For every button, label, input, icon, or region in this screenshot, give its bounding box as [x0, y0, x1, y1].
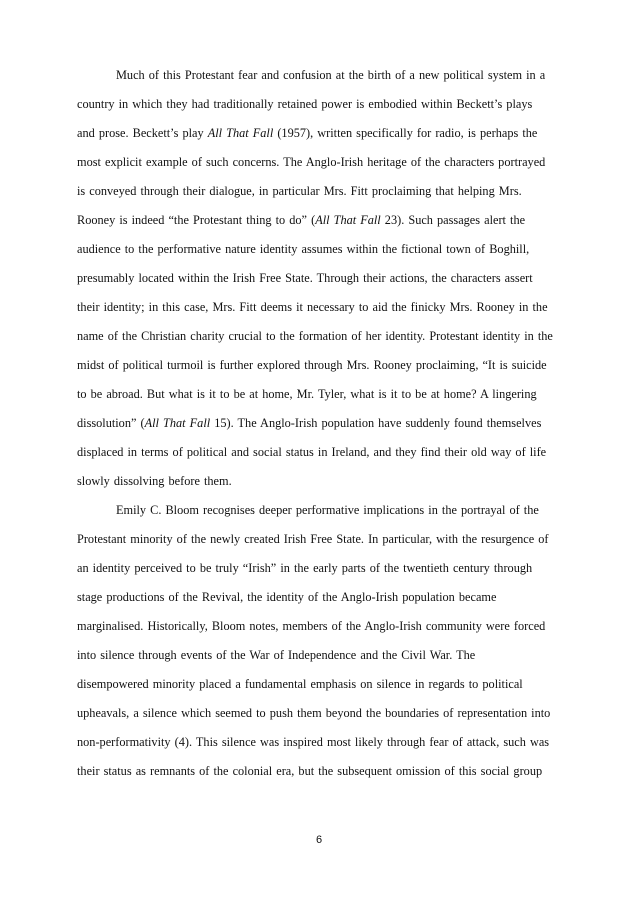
text-segment: slowly dissolving before them. [77, 474, 232, 488]
text-segment: midst of political turmoil is further explored through Mrs. Rooney proclaiming, “It is suicide [77, 358, 547, 372]
text-line [77, 757, 551, 786]
text-line [77, 670, 551, 699]
italic-title: All That Fall [315, 213, 381, 227]
text-line [77, 148, 551, 177]
paragraph [77, 61, 551, 496]
italic-title: All That Fall [207, 126, 274, 140]
text-segment: their status as remnants of the colonial era, but the subsequent omission of this social group [77, 764, 543, 778]
text-line [77, 525, 551, 554]
text-line [77, 119, 551, 148]
text-line [77, 728, 551, 757]
text-segment: country in which they had traditionally retained power is embodied within Beckett’s plays [77, 97, 533, 111]
text-line [77, 496, 551, 525]
text-segment: (1957), written specifically for radio, is perhaps the [273, 126, 538, 140]
text-segment: disempowered minority placed a fundamental emphasis on silence in regards to political [77, 677, 523, 691]
text-segment: Rooney is indeed “the Protestant thing to do” ( [77, 213, 316, 227]
text-line [77, 409, 551, 438]
text-line [77, 467, 551, 496]
text-segment: upheavals, a silence which seemed to push them beyond the boundaries of representation into [77, 706, 551, 720]
text-segment: dissolution” ( [77, 416, 145, 430]
text-segment: Protestant minority of the newly created Irish Free State. In particular, with the resurgence of [77, 532, 549, 546]
text-line [77, 61, 551, 90]
text-line [77, 177, 551, 206]
text-segment: Emily C. Bloom recognises deeper performative implications in the portrayal of the [116, 503, 539, 517]
text-segment: 23). Such passages alert the [380, 213, 526, 227]
text-segment: name of the Christian charity crucial to the formation of her identity. Protestant identity in the [77, 329, 553, 343]
text-segment: is conveyed through their dialogue, in particular Mrs. Fitt proclaiming that helping Mrs. [77, 184, 522, 198]
text-segment: displaced in terms of political and social status in Ireland, and they find their old way of life [77, 445, 547, 459]
text-line [77, 351, 551, 380]
text-segment: stage productions of the Revival, the identity of the Anglo-Irish population became [77, 590, 497, 604]
text-line [77, 641, 551, 670]
text-segment: presumably located within the Irish Free State. Through their actions, the characters assert [77, 271, 533, 285]
text-line [77, 322, 551, 351]
page-number: 6 [315, 834, 323, 846]
text-segment: most explicit example of such concerns. The Anglo-Irish heritage of the characters portrayed [77, 155, 546, 169]
text-segment: to be abroad. But what is it to be at home, Mr. Tyler, what is it to be at home? A lingering [77, 387, 537, 401]
text-line [77, 583, 551, 612]
text-segment: into silence through events of the War of Independence and the Civil War. The [77, 648, 476, 662]
text-line [77, 293, 551, 322]
text-line [77, 235, 551, 264]
text-line [77, 264, 551, 293]
text-segment: Much of this Protestant fear and confusion at the birth of a new political system in a [116, 68, 546, 82]
text-line [77, 612, 551, 641]
text-line [77, 438, 551, 467]
text-segment: and prose. Beckett’s play [77, 126, 208, 140]
text-line [77, 554, 551, 583]
text-line [77, 206, 551, 235]
text-line [77, 699, 551, 728]
italic-title: All That Fall [144, 416, 211, 430]
text-segment: their identity; in this case, Mrs. Fitt deems it necessary to aid the finicky Mrs. Rooney in the [77, 300, 548, 314]
body-text [77, 61, 551, 786]
text-line [77, 380, 551, 409]
text-segment: an identity perceived to be truly “Irish” in the early parts of the twentieth century through [77, 561, 533, 575]
text-segment: audience to the performative nature identity assumes within the fictional town of Boghill, [77, 242, 530, 256]
text-segment: marginalised. Historically, Bloom notes, members of the Anglo-Irish community were forced [77, 619, 546, 633]
text-segment: non-performativity (4). This silence was inspired most likely through fear of attack, such was [77, 735, 550, 749]
text-line [77, 90, 551, 119]
text-segment: 15). The Anglo-Irish population have suddenly found themselves [210, 416, 542, 430]
paragraph [77, 496, 551, 786]
